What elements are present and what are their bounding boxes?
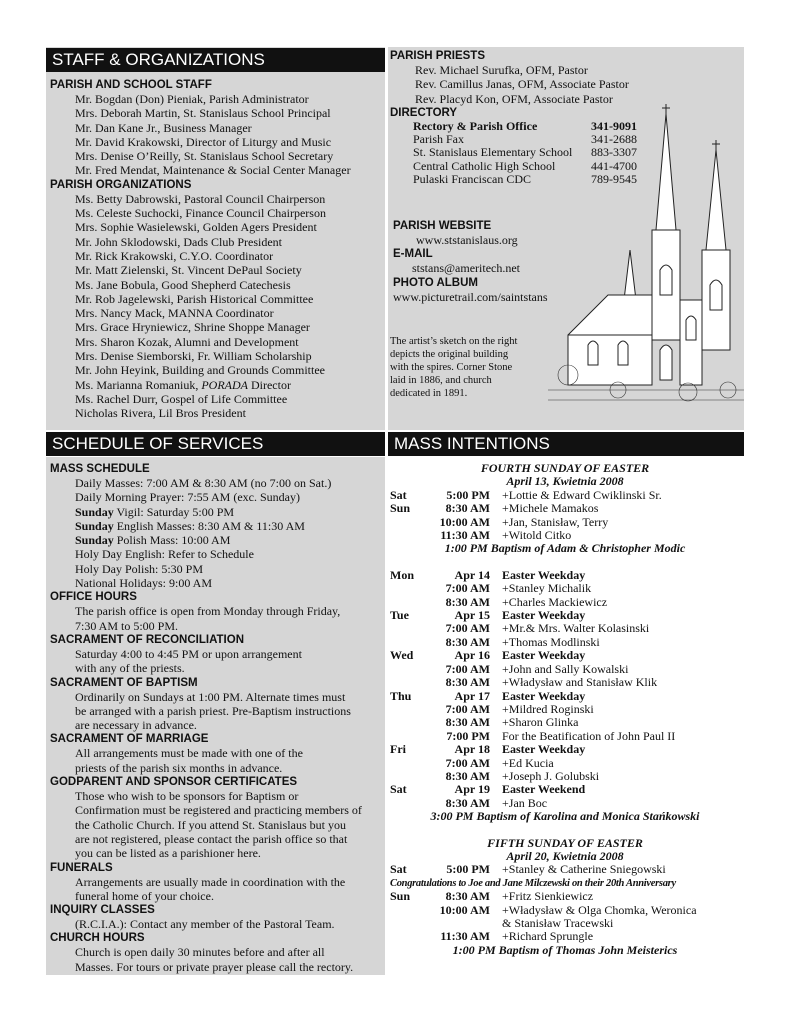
schedule-title-bar: SCHEDULE OF SERVICES	[46, 432, 385, 456]
intention-row	[390, 904, 740, 917]
intention-day	[390, 797, 434, 810]
intention-row	[390, 890, 740, 903]
marriage-line: priests of the parish six months in advance.	[75, 760, 283, 775]
organization-member: Nicholas Rivera, Lil Bros President	[75, 406, 246, 421]
weekday-date: Apr 14	[454, 567, 490, 582]
intention-text: For the Beatification of John Paul II	[502, 728, 676, 743]
staff-content	[50, 78, 351, 421]
intention-time: 11:30 AM	[440, 929, 490, 944]
intention-day	[390, 730, 434, 743]
mass-schedule-line: Holy Day English: Refer to Schedule	[75, 547, 254, 562]
intention-row	[390, 663, 740, 676]
church-sketch-image	[548, 100, 744, 412]
intention-day	[390, 529, 434, 542]
reconciliation-line: Saturday 4:00 to 4:45 PM or upon arrangement	[75, 646, 302, 661]
mass-schedule-line: Sunday Polish Mass: 10:00 AM	[75, 533, 231, 548]
weekday-header	[390, 649, 740, 662]
marriage-line: All arrangements must be made with one of the	[75, 746, 303, 761]
intention-row	[390, 716, 740, 729]
intention-time: 5:00 PM	[446, 487, 490, 502]
staff-member: Mrs. Deborah Martin, St. Stanislaus School Principal	[75, 106, 331, 121]
staff-member: Mrs. Denise O’Reilly, St. Stanislaus School Secretary	[75, 149, 334, 164]
intention-row	[390, 489, 740, 502]
weekday-day: Sat	[390, 782, 407, 797]
organization-member: Mrs. Denise Siemborski, Fr. William Scholarship	[75, 349, 312, 364]
marriage-heading: SACRAMENT OF MARRIAGE	[50, 733, 209, 746]
intention-row	[390, 516, 740, 529]
funerals-line: funeral home of your choice.	[75, 888, 214, 903]
intention-day	[390, 636, 434, 649]
intention-time: 8:30 AM	[445, 501, 490, 516]
mass-schedule-line: National Holidays: 9:00 AM	[75, 576, 212, 591]
inquiry-heading: INQUIRY CLASSES	[50, 904, 155, 917]
inquiry-line: (R.C.I.A.): Contact any member of the Pastoral Team.	[75, 917, 335, 932]
week1-title: FOURTH SUNDAY OF EASTER	[480, 461, 650, 475]
intention-text: +John and Sally Kowalski	[502, 661, 629, 676]
weekday-header	[390, 569, 740, 582]
intention-text: +Joseph J. Golubski	[502, 768, 600, 783]
intention-row	[390, 676, 740, 689]
parish-priests-heading: PARISH PRIESTS	[390, 50, 485, 62]
weekday-label: Easter Weekday	[502, 567, 586, 582]
caption-line: dedicated in 1891.	[390, 388, 468, 399]
intention-text: +Władysław and Stanisław Klik	[502, 675, 658, 690]
mass-schedule-heading: MASS SCHEDULE	[50, 463, 150, 475]
organization-member: Mr. Rob Jagelewski, Parish Historical Committee	[75, 291, 314, 306]
intention-row	[390, 930, 740, 943]
intention-time: 7:00 AM	[445, 701, 490, 716]
organization-member: Ms. Rachel Durr, Gospel of Life Committee	[75, 391, 288, 406]
intention-time: 8:30 AM	[445, 795, 490, 810]
organization-member: Mrs. Grace Hryniewicz, Shrine Shoppe Manager	[75, 320, 310, 335]
intention-text: +Witold Citko	[502, 528, 572, 543]
intention-day: Sun	[390, 889, 411, 904]
website-section	[393, 219, 548, 304]
porada-name: PORADA	[201, 377, 248, 392]
intention-time: 7:00 AM	[445, 755, 490, 770]
directory-name: Pulaski Franciscan CDC	[413, 171, 531, 186]
intention-time: 10:00 AM	[439, 902, 490, 917]
directory-phone: 789-9545	[591, 171, 637, 186]
baptism-line: are necessary in advance.	[75, 718, 197, 733]
week1-baptism: 1:00 PM Baptism of Adam & Christopher Modic	[444, 541, 686, 556]
intention-text: +Lottie & Edward Cwiklinski Sr.	[502, 487, 662, 502]
intention-time: 7:00 PM	[446, 728, 490, 743]
mass-schedule-line: Sunday Vigil: Saturday 5:00 PM	[75, 504, 235, 519]
godparent-line: Those who wish to be sponsors for Baptism or	[75, 789, 299, 804]
intention-text: +Jan, Stanisław, Terry	[502, 514, 609, 529]
intention-day	[390, 770, 434, 783]
weekday-header	[390, 609, 740, 622]
intention-row	[390, 797, 740, 810]
weekday-label: Easter Weekday	[502, 742, 586, 757]
church-hours-line: Church is open daily 30 minutes before and after all	[75, 945, 325, 960]
organization-member: Mrs. Sharon Kozak, Alumni and Development	[75, 334, 299, 349]
intention-day	[390, 663, 434, 676]
weekday-header	[390, 690, 740, 703]
directory-phone: 341-2688	[591, 132, 637, 147]
intention-time: 8:30 AM	[445, 889, 490, 904]
organization-member: Mr. Rick Krakowski, C.Y.O. Coordinator	[75, 248, 274, 263]
website-link[interactable]: www.ststanislaus.org	[416, 233, 518, 247]
week2-title: FIFTH SUNDAY OF EASTER	[487, 835, 643, 850]
directory-phone: 883-3307	[591, 145, 637, 160]
mass-schedule-line: Holy Day Polish: 5:30 PM	[75, 561, 204, 576]
email-link[interactable]: ststans@ameritech.net	[412, 261, 521, 276]
intention-row	[390, 730, 740, 743]
intention-row	[390, 863, 740, 876]
intention-text: +Jan Boc	[502, 795, 548, 810]
funerals-line: Arrangements are usually made in coordination with the	[75, 874, 346, 889]
organization-member: Mrs. Sophie Wasielewski, Golden Agers President	[75, 220, 317, 235]
week-baptism-2: 3:00 PM Baptism of Karolina and Monica Stańkowski	[430, 809, 700, 824]
sketch-caption	[390, 335, 517, 400]
intention-day	[390, 676, 434, 689]
intention-time: 5:00 PM	[446, 862, 490, 877]
staff-member: Mr. Bogdan (Don) Pieniak, Parish Administrator	[75, 92, 309, 106]
intention-day	[390, 582, 434, 595]
directory-phone: 441-4700	[591, 158, 637, 173]
intention-time: 10:00 AM	[439, 514, 490, 529]
intention-time	[434, 917, 502, 930]
office-hours-line: The parish office is open from Monday through Friday,	[75, 604, 341, 619]
website-heading: PARISH WEBSITE	[393, 220, 492, 232]
weekday-day: Thu	[390, 688, 412, 703]
week1-date: April 13, Kwietnia 2008	[506, 474, 624, 489]
photo-album-link[interactable]: www.picturetrail.com/saintstans	[393, 289, 548, 304]
organization-member: Mrs. Nancy Mack, MANNA Coordinator	[75, 306, 274, 321]
office-hours-line: 7:30 AM to 5:00 PM.	[75, 618, 179, 633]
intentions-title-bar: MASS INTENTIONS	[388, 432, 744, 456]
intention-day	[390, 516, 434, 529]
caption-line: laid in 1886, and church	[390, 375, 492, 386]
intention-day	[390, 622, 434, 635]
weekday-date: Apr 17	[454, 688, 490, 703]
intention-text: +Thomas Modlinski	[502, 634, 600, 649]
weekday-label: Easter Weekend	[502, 782, 586, 797]
parish-organizations-heading: PARISH ORGANIZATIONS	[50, 178, 192, 191]
intention-text: +Władysław & Olga Chomka, Weronica	[502, 902, 697, 917]
organization-member: Mr. John Heyink, Building and Grounds Committee	[75, 363, 325, 378]
intention-time: 8:30 AM	[445, 715, 490, 730]
intention-day	[390, 703, 434, 716]
intention-text: +Sharon Glinka	[502, 715, 579, 730]
priest-name: Rev. Camillus Janas, OFM, Associate Pastor	[415, 77, 629, 92]
weekday-day: Tue	[390, 608, 409, 623]
intention-row	[390, 622, 740, 635]
mass-schedule-line: Daily Morning Prayer: 7:55 AM (exc. Sunday)	[75, 490, 300, 505]
intention-text: +Mildred Roginski	[502, 701, 594, 716]
weekday-day: Wed	[390, 648, 414, 663]
organization-member: Ms. Betty Dabrowski, Pastoral Council Chairperson	[75, 191, 326, 206]
staff-title-bar: STAFF & ORGANIZATIONS	[46, 48, 385, 72]
intention-text: & Stanisław Tracewski	[502, 916, 614, 930]
intention-row	[390, 596, 740, 609]
week2-date: April 20, Kwietnia 2008	[506, 848, 624, 863]
congrats-line: Congratulations to Joe and Jane Milczewski on their 20th Anniversary	[390, 877, 676, 889]
intention-time: 8:30 AM	[445, 675, 490, 690]
intention-time: 7:00 AM	[445, 581, 490, 596]
intention-day: Sun	[390, 501, 411, 516]
intention-text: +Stanley & Catherine Sniegowski	[502, 862, 666, 877]
intention-row	[390, 582, 740, 595]
weekday-date: Apr 18	[454, 742, 490, 757]
email-heading: E-MAIL	[393, 248, 433, 261]
intention-text: +Ed Kucia	[502, 755, 554, 770]
intention-day: Sat	[390, 862, 407, 877]
intention-row	[390, 529, 740, 542]
intention-time: 8:30 AM	[445, 634, 490, 649]
weekday-label: Easter Weekday	[502, 688, 586, 703]
reconciliation-heading: SACRAMENT OF RECONCILIATION	[50, 633, 245, 646]
intention-row	[390, 757, 740, 770]
godparent-heading: GODPARENT AND SPONSOR CERTIFICATES	[50, 776, 298, 789]
intention-day	[390, 716, 434, 729]
weekday-header	[390, 783, 740, 796]
organization-member: Ms. Celeste Suchocki, Finance Council Chairperson	[75, 206, 326, 221]
photo-album-heading: PHOTO ALBUM	[393, 276, 478, 289]
directory-name: Central Catholic High School	[413, 158, 556, 173]
intention-time: 11:30 AM	[440, 528, 490, 543]
intention-text: +Fritz Sienkiewicz	[502, 889, 594, 904]
directory-phone: 341-9091	[591, 118, 637, 133]
directory-name: St. Stanislaus Elementary School	[413, 145, 573, 160]
intention-text: +Charles Mackiewicz	[502, 594, 608, 609]
intention-time: 8:30 AM	[445, 594, 490, 609]
intention-time: 7:00 AM	[445, 661, 490, 676]
intention-day	[390, 930, 434, 943]
staff-member: Mr. David Krakowski, Director of Liturgy and Music	[75, 134, 332, 149]
intention-day	[390, 917, 434, 930]
directory-heading: DIRECTORY	[390, 106, 458, 119]
weekday-header	[390, 743, 740, 756]
weekday-label: Easter Weekday	[502, 648, 586, 663]
intention-row	[390, 703, 740, 716]
staff-member: Mr. Fred Mendat, Maintenance & Social Center Manager	[75, 163, 351, 178]
church-hours-heading: CHURCH HOURS	[50, 932, 145, 945]
organization-member: Mr. Matt Zielenski, St. Vincent DePaul Society	[75, 263, 302, 278]
organization-member: Mr. John Sklodowski, Dads Club President	[75, 234, 283, 249]
parish-school-staff-heading: PARISH AND SCHOOL STAFF	[50, 79, 212, 91]
organization-member: Ms. Jane Bobula, Good Shepherd Catechesis	[75, 277, 291, 292]
funerals-heading: FUNERALS	[50, 861, 113, 874]
priest-name: Rev. Michael Surufka, OFM, Pastor	[415, 63, 588, 77]
baptism-line: Ordinarily on Sundays at 1:00 PM. Alternate times must	[75, 689, 346, 704]
intention-time: 7:00 AM	[445, 621, 490, 636]
godparent-line: you can be listed as a parishioner here.	[75, 846, 261, 861]
office-hours-heading: OFFICE HOURS	[50, 591, 137, 604]
organization-member: Ms. Marianna Romaniuk, PORADA Director	[75, 377, 291, 392]
intention-day	[390, 596, 434, 609]
intention-row	[390, 502, 740, 515]
weekday-date: Apr 16	[454, 648, 490, 663]
intention-day	[390, 904, 434, 917]
intention-row	[390, 636, 740, 649]
baptism-heading: SACRAMENT OF BAPTISM	[50, 676, 198, 689]
intention-row	[390, 917, 740, 930]
directory-name: Parish Fax	[413, 132, 464, 147]
intention-text: +Michele Mamakos	[502, 501, 599, 516]
mass-schedule-line: Daily Masses: 7:00 AM & 8:30 AM (no 7:00 on Sat.)	[75, 476, 332, 490]
directory-name: Rectory & Parish Office	[413, 118, 538, 133]
intention-time: 8:30 AM	[445, 768, 490, 783]
intentions-content	[390, 462, 740, 957]
caption-line: with the spires. Corner Stone	[390, 362, 513, 373]
priest-name: Rev. Placyd Kon, OFM, Associate Pastor	[415, 91, 613, 106]
intention-day: Sat	[390, 487, 407, 502]
godparent-line: Confirmation must be registered and practicing members of	[75, 803, 362, 818]
baptism-line: be arranged with a parish priest. Pre-Baptism instructions	[75, 703, 351, 718]
weekday-day: Mon	[390, 567, 414, 582]
mass-schedule-line: Sunday English Masses: 8:30 AM & 11:30 AM	[75, 518, 305, 533]
staff-member: Mr. Dan Kane Jr., Business Manager	[75, 120, 252, 135]
godparent-line: are not registered, please contact the parish office so that	[75, 831, 348, 846]
intention-text: +Mr.& Mrs. Walter Kolasinski	[502, 621, 650, 636]
intention-row	[390, 770, 740, 783]
intention-text: +Stanley Michalik	[502, 581, 592, 596]
intention-day	[390, 757, 434, 770]
intention-text: +Richard Sprungle	[502, 929, 594, 944]
weekday-date: Apr 15	[454, 608, 490, 623]
caption-line: The artist’s sketch on the right	[390, 336, 518, 347]
godparent-line: the Catholic Church. If you attend St. Stanislaus but you	[75, 817, 346, 832]
week2-baptism: 1:00 PM Baptism of Thomas John Meisterics	[452, 942, 678, 957]
weekday-day: Fri	[390, 742, 406, 757]
reconciliation-line: with any of the priests.	[75, 661, 185, 676]
church-hours-line: Masses. For tours or private prayer please call the rectory.	[75, 959, 354, 974]
weekday-label: Easter Weekday	[502, 608, 586, 623]
schedule-content	[50, 462, 362, 974]
caption-line: depicts the original building	[390, 349, 509, 360]
weekday-date: Apr 19	[454, 782, 490, 797]
